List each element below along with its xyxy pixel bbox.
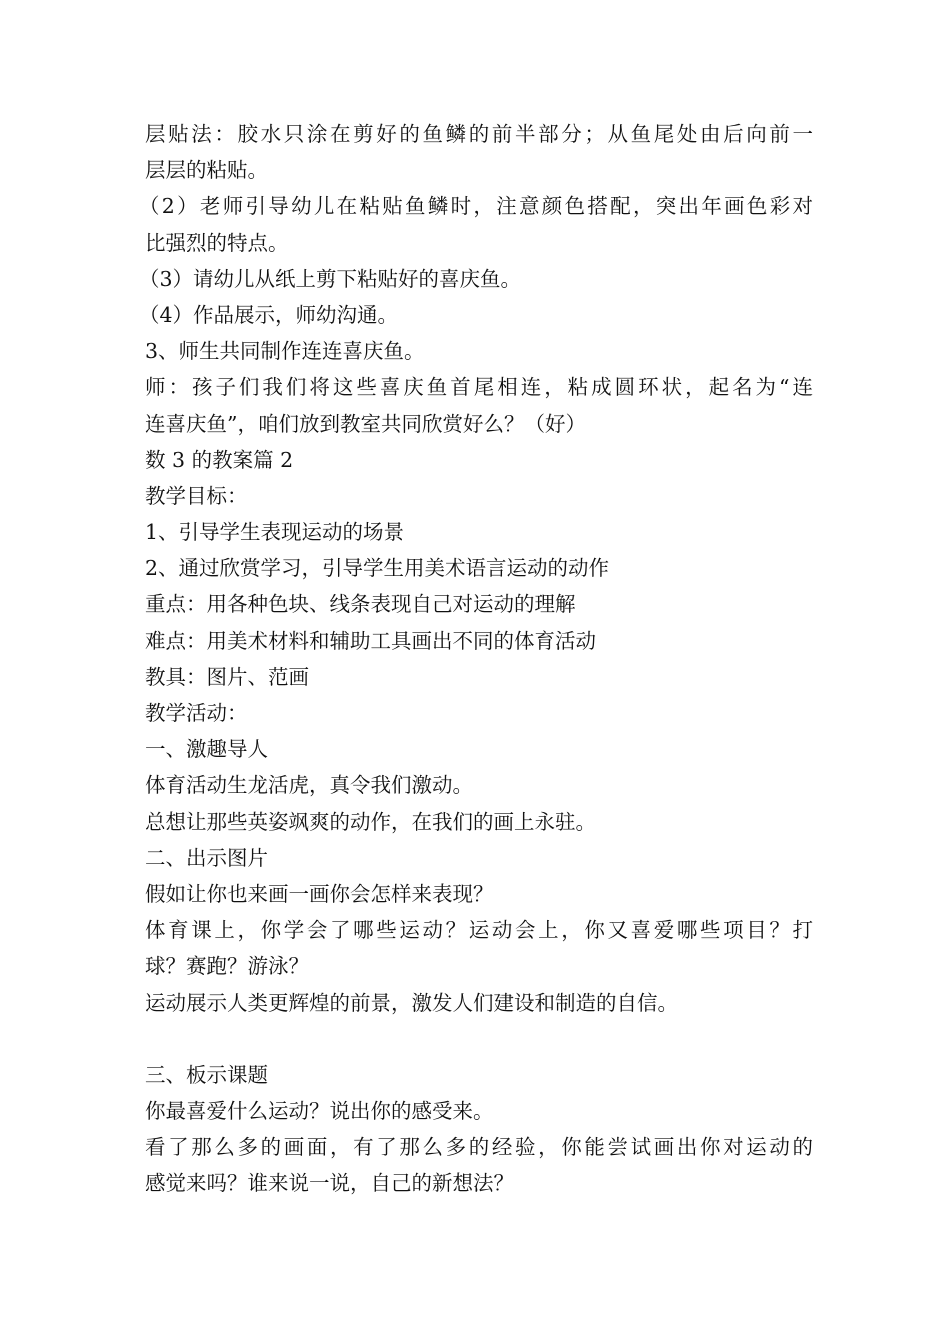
text-line: 师：孩子们我们将这些喜庆鱼首尾相连，粘成圆环状，起名为“连: [145, 375, 813, 400]
text-line: 一、激趣导人: [145, 737, 268, 762]
document-body: [139, 116, 813, 1202]
text-line: 教具：图片、范画: [145, 664, 309, 689]
text-line: 体育课上，你学会了哪些运动？运动会上，你又喜爱哪些项目？打: [145, 918, 813, 943]
text-line: （4）作品展示，师幼沟通。: [139, 302, 399, 327]
blank-line: [145, 1021, 813, 1057]
text-line: 你最喜爱什么运动？说出你的感受来。: [145, 1099, 494, 1124]
text-line: 比强烈的特点。: [145, 230, 289, 255]
text-line: 教学活动：: [145, 701, 248, 725]
text-line: 数 3 的教案篇 2: [145, 447, 294, 472]
text-line: 看了那么多的画面，有了那么多的经验，你能尝试画出你对运动的: [145, 1135, 813, 1160]
text-line: 感觉来吗？谁来说一说，自己的新想法？: [145, 1171, 514, 1196]
text-line: 二、出示图片: [145, 845, 268, 870]
text-line: （3）请幼儿从纸上剪下粘贴好的喜庆鱼。: [139, 266, 522, 291]
text-line: 1、引导学生表现运动的场景: [145, 520, 405, 545]
text-line: 层层的粘贴。: [145, 158, 268, 183]
text-line: 教学目标：: [145, 483, 248, 508]
text-line: 3、师生共同制作连连喜庆鱼。: [145, 339, 425, 364]
text-line: 三、板示课题: [145, 1062, 268, 1087]
text-line: 层贴法：胶水只涂在剪好的鱼鳞的前半部分；从鱼尾处由后向前一: [145, 122, 813, 146]
text-line: 体育活动生龙活虎，真令我们激动。: [145, 773, 473, 798]
text-line: 总想让那些英姿飒爽的动作，在我们的画上永驻。: [145, 809, 596, 834]
text-line: 重点：用各种色块、线条表现自己对运动的理解: [145, 592, 576, 617]
text-line: （2）老师引导幼儿在粘贴鱼鳞时，注意颜色搭配，突出年画色彩对: [139, 194, 813, 219]
text-line: 球？赛跑？游泳？: [145, 954, 309, 979]
text-line: 假如让你也来画一画你会怎样来表现？: [145, 881, 494, 906]
text-line: 2、通过欣赏学习，引导学生用美术语言运动的动作: [145, 556, 610, 581]
text-line: 难点：用美术材料和辅助工具画出不同的体育活动: [145, 628, 596, 653]
text-line: 连喜庆鱼”，咱们放到教室共同欣赏好么？（好）: [145, 411, 586, 436]
text-line: 运动展示人类更辉煌的前景，激发人们建设和制造的自信。: [145, 990, 678, 1015]
